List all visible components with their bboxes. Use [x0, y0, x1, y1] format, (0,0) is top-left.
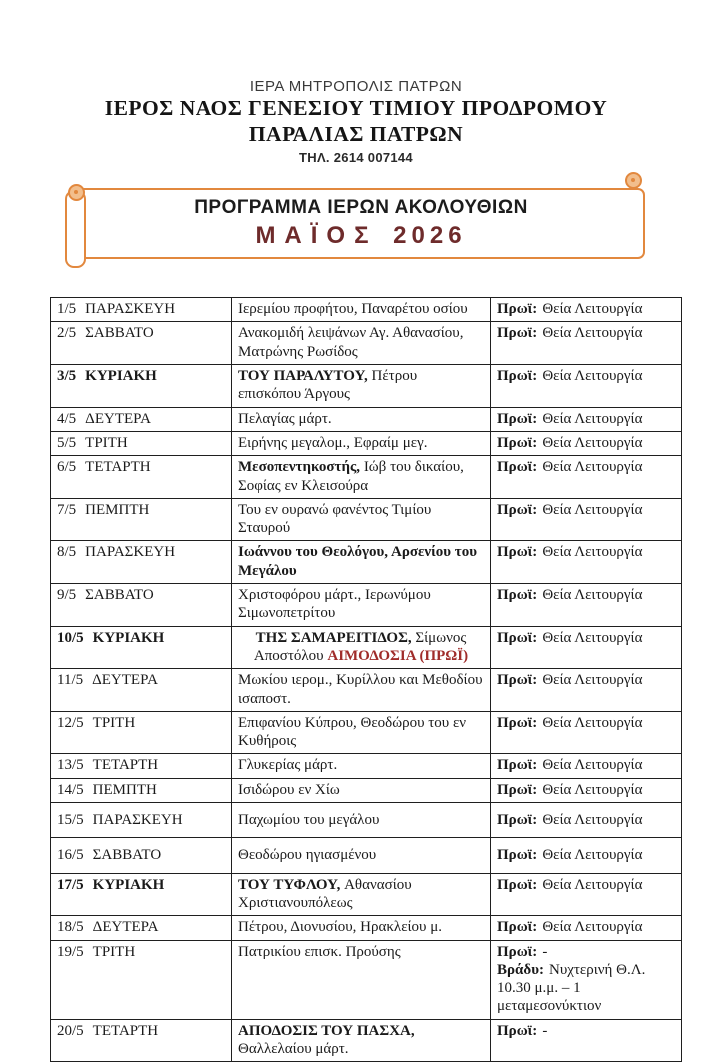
service-time-label: Πρωϊ:: [497, 459, 538, 476]
table-row: [51, 940, 682, 1019]
service-line: [497, 918, 675, 936]
feast-text: Θεοδώρου ηγιασμένου: [238, 847, 377, 864]
services-cell: [491, 322, 682, 365]
date-day-cell: [51, 626, 232, 669]
service-text: Θεία Λειτουργία: [542, 757, 643, 774]
document-header: [0, 0, 712, 165]
date-label: 11/5: [57, 672, 84, 689]
date-day-cell: [51, 873, 232, 916]
table-row: [51, 498, 682, 541]
service-text: Θεία Λειτουργία: [542, 325, 643, 342]
table-row: [51, 1019, 682, 1062]
scroll-banner-body: [77, 188, 645, 259]
services-cell: [491, 365, 682, 408]
service-text: Θεία Λειτουργία: [542, 876, 643, 893]
date-label: 5/5: [57, 434, 77, 451]
services-cell: [491, 803, 682, 838]
service-line: [497, 943, 675, 961]
feast-cell: [232, 754, 491, 778]
services-schedule-table: [50, 297, 682, 1062]
date-label: 16/5: [57, 847, 84, 864]
date-label: 10/5: [57, 629, 84, 646]
services-cell: [491, 431, 682, 455]
feast-cell: [232, 940, 491, 1019]
day-label: ΚΥΡΙΑΚΗ: [92, 629, 165, 646]
feast-text: Χριστοφόρου μάρτ., Ιερωνύμου Σιμωνοπετρίτου: [238, 587, 431, 622]
table-row: [51, 916, 682, 940]
feast-text: ΑΠΟΔΟΣΙΣ ΤΟΥ ΠΑΣΧΑ,: [238, 1022, 415, 1039]
day-label: ΣΑΒΒΑΤΟ: [85, 325, 154, 342]
date-day-cell: [51, 803, 232, 838]
services-cell: [491, 711, 682, 754]
service-text: Θεία Λειτουργία: [542, 847, 643, 864]
service-line: [497, 501, 675, 519]
services-cell: [491, 456, 682, 499]
service-text: Θεία Λειτουργία: [542, 434, 643, 451]
service-time-label: Πρωϊ:: [497, 919, 538, 936]
church-name: ΙΕΡΟΣ ΝΑΟΣ ΓΕΝΕΣΙΟΥ ΤΙΜΙΟΥ ΠΡΟΔΡΟΜΟΥ: [104, 96, 608, 120]
service-time-label: Πρωϊ:: [497, 587, 538, 604]
feast-cell: [232, 669, 491, 712]
date-day-cell: [51, 940, 232, 1019]
date-day-cell: [51, 431, 232, 455]
day-label: ΔΕΥΤΕΡΑ: [92, 672, 158, 689]
date-day-cell: [51, 1019, 232, 1062]
feast-cell: [232, 873, 491, 916]
date-label: 3/5: [57, 368, 77, 385]
service-time-label: Πρωϊ:: [497, 410, 538, 427]
services-cell: [491, 298, 682, 322]
date-label: 13/5: [57, 757, 84, 774]
date-label: 9/5: [57, 587, 77, 604]
service-time-label: Πρωϊ:: [497, 943, 538, 960]
service-text: Νυχτερινή Θ.Λ. 10.30 μ.μ. – 1 μεταμεσονύκτιον: [497, 961, 646, 1015]
service-line: [497, 300, 675, 318]
scroll-right-curl-icon: [625, 172, 642, 189]
day-label: ΣΑΒΒΑΤΟ: [85, 587, 154, 604]
table-row: [51, 407, 682, 431]
service-time-label: Πρωϊ:: [497, 876, 538, 893]
services-cell: [491, 584, 682, 627]
service-text: Θεία Λειτουργία: [542, 629, 643, 646]
service-text: Θεία Λειτουργία: [542, 587, 643, 604]
service-line: [497, 324, 675, 342]
table-row: [51, 322, 682, 365]
service-text: Θεία Λειτουργία: [542, 714, 643, 731]
service-line: [497, 756, 675, 774]
services-cell: [491, 626, 682, 669]
service-line: [497, 781, 675, 799]
date-day-cell: [51, 754, 232, 778]
feast-text: Ιωάννου του Θεολόγου, Αρσενίου του Μεγάλου: [238, 544, 477, 579]
feast-text: Ειρήνης μεγαλομ., Εφραίμ μεγ.: [238, 434, 428, 451]
services-cell: [491, 940, 682, 1019]
services-cell: [491, 498, 682, 541]
service-time-label: Πρωϊ:: [497, 434, 538, 451]
feast-cell: [232, 1019, 491, 1062]
feast-cell: [232, 456, 491, 499]
service-line: [497, 961, 675, 1016]
service-text: Θεία Λειτουργία: [542, 459, 643, 476]
service-text: Θεία Λειτουργία: [542, 368, 643, 385]
scroll-left-roll: [65, 190, 86, 268]
service-line: [497, 714, 675, 732]
service-time-label: Πρωϊ:: [497, 325, 538, 342]
table-row: [51, 541, 682, 584]
service-line: [497, 367, 675, 385]
date-label: 17/5: [57, 876, 84, 893]
service-text: -: [542, 943, 548, 960]
feast-text: Του εν ουρανώ φανέντος Τιμίου Σταυρού: [238, 501, 432, 537]
date-day-cell: [51, 916, 232, 940]
schedule-table-body: [51, 298, 682, 1062]
date-day-cell: [51, 298, 232, 322]
service-text: Θεία Λειτουργία: [542, 544, 643, 561]
service-text: Θεία Λειτουργία: [542, 781, 643, 798]
feast-text: Πελαγίας μάρτ.: [238, 410, 332, 427]
date-label: 7/5: [57, 501, 77, 518]
date-label: 12/5: [57, 714, 84, 731]
date-label: 15/5: [57, 812, 84, 829]
date-day-cell: [51, 584, 232, 627]
services-cell: [491, 541, 682, 584]
service-time-label: Πρωϊ:: [497, 1022, 538, 1039]
table-row: [51, 838, 682, 873]
table-row: [51, 803, 682, 838]
service-text: Θεία Λειτουργία: [542, 301, 643, 318]
month-label: ΜΑΪΟΣ: [255, 222, 378, 250]
service-line: [497, 434, 675, 452]
feast-cell: [232, 838, 491, 873]
service-text: Θεία Λειτουργία: [542, 672, 643, 689]
day-label: ΠΑΡΑΣΚΕΥΗ: [85, 301, 176, 318]
feast-text: ΤΟΥ ΤΥΦΛΟΥ,: [238, 876, 345, 893]
service-time-label: Πρωϊ:: [497, 544, 538, 561]
feast-cell: [232, 322, 491, 365]
services-cell: [491, 407, 682, 431]
feast-cell: [232, 298, 491, 322]
services-cell: [491, 778, 682, 802]
day-label: ΤΕΤΑΡΤΗ: [92, 757, 159, 774]
feast-text: Παχωμίου του μεγάλου: [238, 812, 380, 829]
feast-cell: [232, 916, 491, 940]
service-time-label: Βράδυ:: [497, 961, 544, 978]
feast-text: Ανακομιδή λειψάνων Αγ. Αθανασίου, Ματρώνης Ρωσίδος: [238, 325, 464, 360]
table-row: [51, 669, 682, 712]
services-cell: [491, 873, 682, 916]
table-row: [51, 711, 682, 754]
date-label: 4/5: [57, 410, 77, 427]
day-label: ΤΡΙΤΗ: [92, 943, 136, 960]
service-time-label: Πρωϊ:: [497, 714, 538, 731]
table-row: [51, 431, 682, 455]
day-label: ΤΕΤΑΡΤΗ: [85, 459, 151, 476]
service-time-label: Πρωϊ:: [497, 301, 538, 318]
feast-text: ΤΟΥ ΠΑΡΑΛΥΤΟΥ,: [238, 368, 372, 385]
feast-cell: [232, 431, 491, 455]
feast-text: Αθανασίου Χριστιανουπόλεως: [238, 876, 412, 911]
feast-text: Θαλλελαίου μάρτ.: [238, 1040, 349, 1057]
service-text: Θεία Λειτουργία: [542, 919, 643, 936]
services-cell: [491, 916, 682, 940]
feast-text: ΤΗΣ ΣΑΜΑΡΕΙΤΙΔΟΣ,: [255, 629, 416, 646]
day-label: ΠΕΜΠΤΗ: [85, 501, 150, 518]
services-cell: [491, 838, 682, 873]
church-location: ΠΑΡΑΛΙΑΣ ΠΑΤΡΩΝ: [248, 121, 464, 146]
day-label: ΠΑΡΑΣΚΕΥΗ: [92, 812, 183, 829]
service-time-label: Πρωϊ:: [497, 629, 538, 646]
date-label: 1/5: [57, 301, 77, 318]
date-day-cell: [51, 669, 232, 712]
date-day-cell: [51, 541, 232, 584]
date-label: 18/5: [57, 919, 84, 936]
feast-text: Ιερεμίου προφήτου, Παναρέτου οσίου: [238, 301, 468, 318]
feast-cell: [232, 498, 491, 541]
feast-cell: [232, 711, 491, 754]
service-time-label: Πρωϊ:: [497, 368, 538, 385]
service-text: Θεία Λειτουργία: [542, 812, 643, 829]
month-year-title: [255, 222, 466, 250]
date-day-cell: [51, 838, 232, 873]
date-day-cell: [51, 456, 232, 499]
feast-text: Ισιδώρου εν Χίω: [238, 781, 340, 798]
date-label: 8/5: [57, 544, 77, 561]
metropolis-title: ΙΕΡΑ ΜΗΤΡΟΠΟΛΙΣ ΠΑΤΡΩΝ: [249, 78, 463, 95]
table-row: [51, 456, 682, 499]
feast-cell: [232, 365, 491, 408]
service-text: Θεία Λειτουργία: [542, 501, 643, 518]
day-label: ΚΥΡΙΑΚΗ: [92, 876, 165, 893]
services-cell: [491, 1019, 682, 1062]
date-day-cell: [51, 407, 232, 431]
feast-cell: [232, 584, 491, 627]
day-label: ΔΕΥΤΕΡΑ: [85, 410, 151, 427]
feast-cell: [232, 803, 491, 838]
service-line: [497, 811, 675, 829]
table-row: [51, 626, 682, 669]
date-label: 19/5: [57, 943, 84, 960]
day-label: ΤΡΙΤΗ: [92, 714, 136, 731]
date-label: 20/5: [57, 1022, 84, 1039]
feast-cell: [232, 626, 491, 669]
service-time-label: Πρωϊ:: [497, 847, 538, 864]
feast-cell: [232, 541, 491, 584]
feast-text: Μεσοπεντηκοστής,: [238, 459, 364, 476]
feast-text: Γλυκερίας μάρτ.: [238, 757, 338, 774]
service-line: [497, 543, 675, 561]
date-day-cell: [51, 322, 232, 365]
service-time-label: Πρωϊ:: [497, 812, 538, 829]
feast-text: Πέτρου επισκόπου Άργους: [238, 368, 418, 403]
feast-text: Πέτρου, Διονυσίου, Ηρακλείου μ.: [238, 919, 442, 936]
feast-text: Σίμωνος Αποστόλου: [253, 629, 467, 664]
service-line: [497, 458, 675, 476]
day-label: ΠΕΜΠΤΗ: [92, 781, 157, 798]
service-time-label: Πρωϊ:: [497, 781, 538, 798]
date-day-cell: [51, 498, 232, 541]
service-text: Θεία Λειτουργία: [542, 410, 643, 427]
day-label: ΤΡΙΤΗ: [85, 434, 128, 451]
date-day-cell: [51, 778, 232, 802]
table-row: [51, 298, 682, 322]
service-time-label: Πρωϊ:: [497, 757, 538, 774]
date-label: 2/5: [57, 325, 77, 342]
blood-drive-notice: ΑΙΜΟΔΟΣΙΑ (ΠΡΩΪ): [327, 647, 469, 664]
services-cell: [491, 754, 682, 778]
table-row: [51, 754, 682, 778]
feast-text: Επιφανίου Κύπρου, Θεοδώρου του εν Κυθήροις: [238, 714, 467, 750]
service-line: [497, 1022, 675, 1040]
program-title: ΠΡΟΓΡΑΜΜΑ ΙΕΡΩΝ ΑΚΟΛΟΥΘΙΩΝ: [194, 197, 528, 219]
date-label: 6/5: [57, 459, 77, 476]
phone-number: ΤΗΛ. 2614 007144: [299, 149, 413, 165]
feast-cell: [232, 407, 491, 431]
service-line: [497, 671, 675, 689]
feast-cell: [232, 778, 491, 802]
service-text: -: [542, 1022, 548, 1039]
date-label: 14/5: [57, 781, 84, 798]
service-line: [497, 586, 675, 604]
feast-text: Μωκίου ιερομ., Κυρίλλου και Μεθοδίου ισαποστ.: [238, 672, 483, 707]
year-label: 2026: [393, 222, 467, 250]
day-label: ΔΕΥΤΕΡΑ: [92, 919, 159, 936]
service-time-label: Πρωϊ:: [497, 672, 538, 689]
day-label: ΚΥΡΙΑΚΗ: [85, 368, 157, 385]
day-label: ΤΕΤΑΡΤΗ: [92, 1022, 159, 1039]
service-line: [497, 846, 675, 864]
table-row: [51, 584, 682, 627]
day-label: ΣΑΒΒΑΤΟ: [92, 847, 162, 864]
service-line: [497, 410, 675, 428]
service-line: [497, 876, 675, 894]
date-day-cell: [51, 711, 232, 754]
table-row: [51, 365, 682, 408]
table-row: [51, 778, 682, 802]
feast-text: Ιώβ του δικαίου, Σοφίας εν Κλεισούρα: [238, 459, 464, 494]
services-cell: [491, 669, 682, 712]
scroll-banner: [65, 179, 645, 271]
service-time-label: Πρωϊ:: [497, 501, 538, 518]
feast-text: Πατρικίου επισκ. Προύσης: [238, 943, 401, 960]
day-label: ΠΑΡΑΣΚΕΥΗ: [85, 544, 176, 561]
date-day-cell: [51, 365, 232, 408]
service-line: [497, 629, 675, 647]
table-row: [51, 873, 682, 916]
